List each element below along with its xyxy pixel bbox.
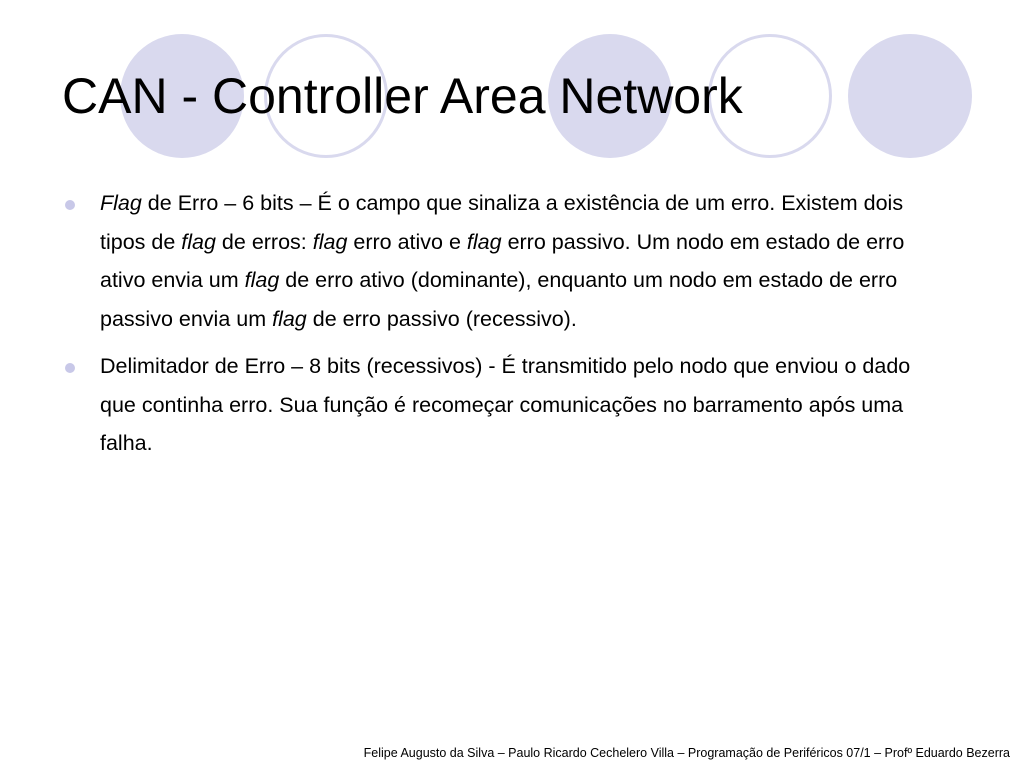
bullet-text: Delimitador de Erro – 8 bits (recessivos) - É transmitido pelo nodo que enviou o dado que continha erro. Sua função é recomeçar comunicações no barramento após uma falha. bbox=[100, 354, 911, 455]
bullet-list bbox=[62, 184, 942, 472]
term-flag: flag bbox=[181, 229, 216, 254]
text-segment: de erros: bbox=[215, 229, 313, 254]
text-segment: de erro passivo (recessivo). bbox=[306, 306, 577, 331]
term-flag: flag bbox=[244, 268, 280, 292]
bullet-item-delimitador bbox=[62, 347, 942, 463]
slide-title: CAN - Controller Area Network bbox=[62, 68, 743, 124]
term-flag: flag bbox=[312, 229, 348, 254]
term-flag: Flag bbox=[100, 191, 142, 215]
text-segment: erro passivo. Um nodo em estado de erro ativo envia um bbox=[100, 229, 905, 292]
text-segment: de erro ativo (dominante), enquanto um nodo em estado de erro passivo envia um bbox=[100, 268, 898, 331]
text-segment: erro ativo e bbox=[347, 229, 467, 254]
bullet-text bbox=[100, 191, 904, 331]
term-flag: flag bbox=[466, 229, 502, 254]
slide-footer: Felipe Augusto da Silva – Paulo Ricardo Cechelero Villa – Programação de Periféricos 07/1 – Profº Eduardo Bezerra bbox=[363, 746, 1010, 760]
text-segment: de Erro – 6 bits – É o campo que sinaliza a existência de um erro. Existem dois tipos de bbox=[100, 191, 904, 254]
bullet-dot-icon bbox=[65, 363, 75, 373]
bullet-item-flag-erro bbox=[62, 184, 942, 338]
bullet-dot-icon bbox=[65, 200, 75, 210]
term-flag: flag bbox=[272, 306, 307, 331]
decorative-circle-filled-3 bbox=[848, 34, 972, 158]
